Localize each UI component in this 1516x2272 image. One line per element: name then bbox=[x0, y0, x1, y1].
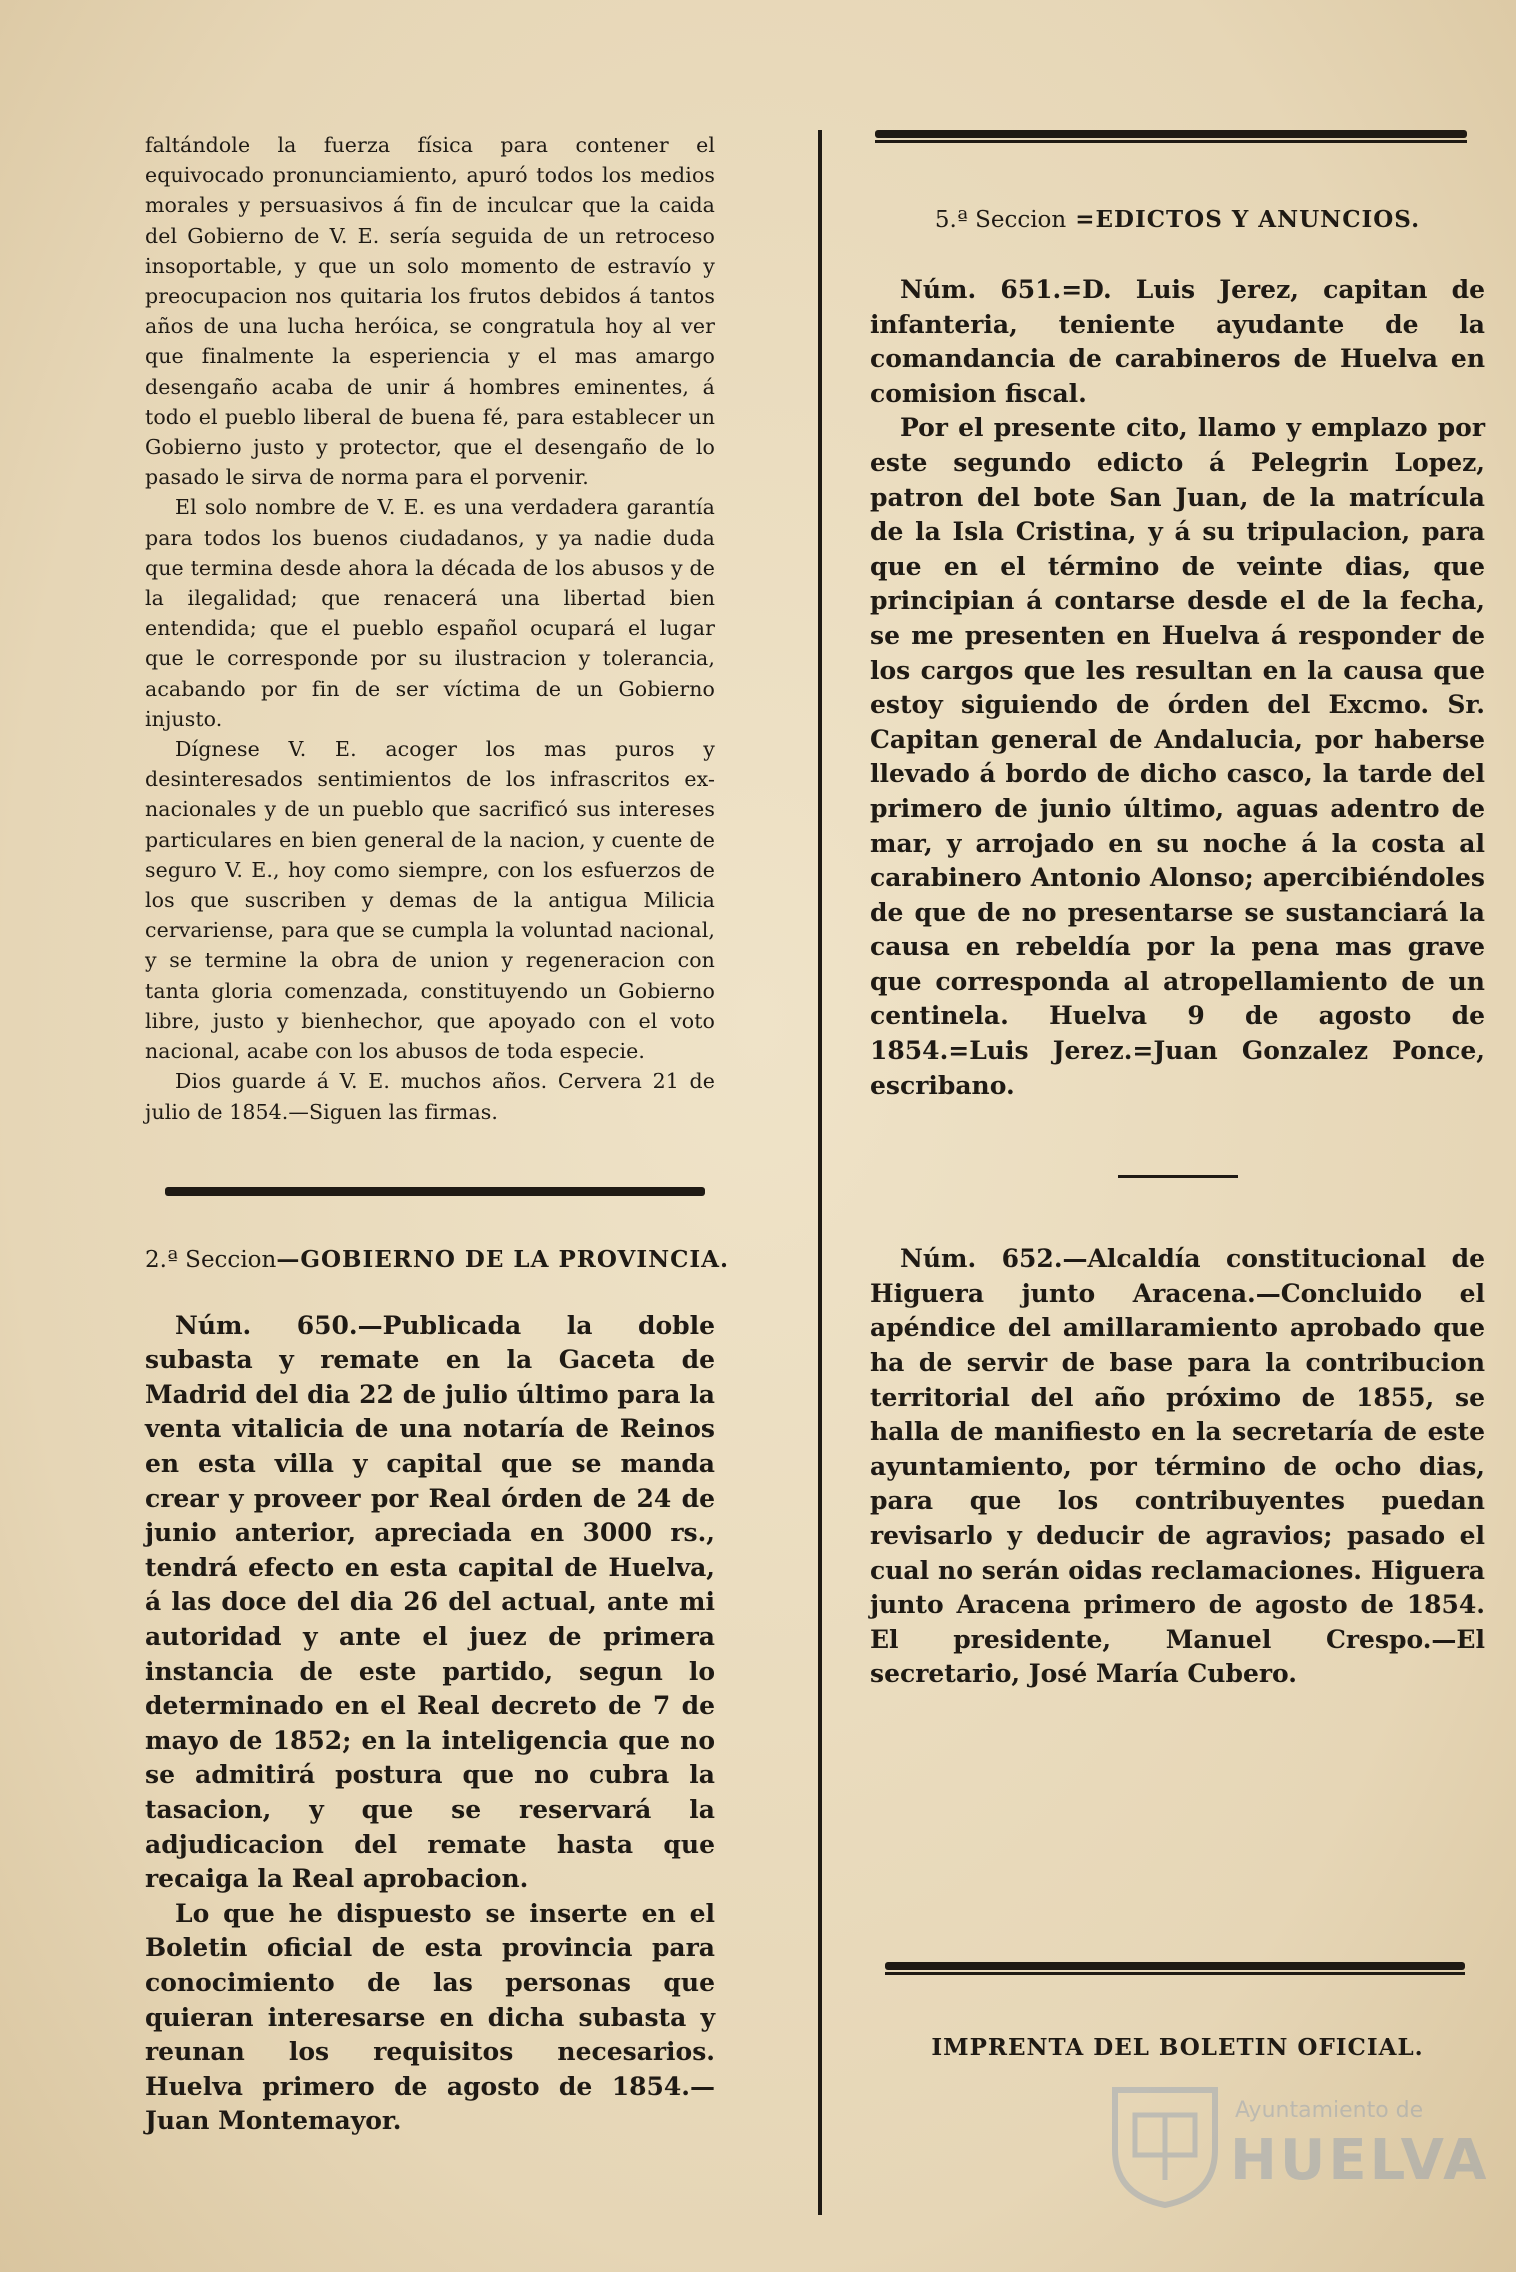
continuation-text bbox=[145, 130, 715, 1127]
paragraph: Núm. 650.—Publicada la doble subasta y remate en la Gaceta de Madrid del dia 22 de julio último para la venta vitalicia de una notaría de Reinos en esta villa y capital que se manda crear y proveer por Real órden de 24 de junio anterior, apreciada en 3000 rs., tendrá efecto en esta capital de Huelva, á las doce del dia 26 del actual, ante mi autoridad y ante el juez de primera instancia de este partido, segun lo determinado en el Real decreto de 7 de mayo de 1852; en la inteligencia que no se admitirá postura que no cubra la tasacion, y que se reservará la adjudicacion del remate hasta que recaiga la Real aprobacion. bbox=[145, 1310, 715, 1894]
section-title: =EDICTOS Y ANUNCIOS. bbox=[1075, 206, 1421, 233]
short-divider bbox=[1118, 1175, 1238, 1178]
paragraph: faltándole la fuerza física para contener el equivocado pronunciamiento, apuró todos los medios morales y persuasivos á fin de inculcar que la caida del Gobierno de V. E. sería seguida de un retroceso insoportable, y que un solo momento de estravío y preocupacion nos quitaria los frutos debidos á tantos años de una lucha heróica, se congratula hoy al ver que finalmente la esperiencia y el mas amargo desengaño acaba de unir á hombres eminentes, á todo el pueblo liberal de buena fé, para establecer un Gobierno justo y protector, que el desengaño de lo pasado le sirva de norma para el porvenir. bbox=[145, 133, 715, 490]
printer-footer: IMPRENTA DEL BOLETIN OFICIAL. bbox=[931, 2033, 1424, 2061]
section-heading-2 bbox=[145, 1245, 730, 1273]
notice-650 bbox=[145, 1309, 715, 2139]
crest-icon bbox=[1105, 2080, 1225, 2210]
top-double-rule bbox=[875, 130, 1467, 144]
section-number: 5.ª Seccion bbox=[934, 207, 1067, 233]
paragraph: Por el presente cito, llamo y emplazo por este segundo edicto á Pelegrin Lopez, patron del bote San Juan, de la matrícula de la Isla Cristina, y á su tripulacion, para que en el término de veinte dias, que principian á contarse desde el de la fecha, se me presenten en Huelva á responder de los cargos que les resultan en la causa que estoy siguiendo de órden del Excmo. Sr. Capitan general de Andalucia, por haberse llevado á bordo de dicho casco, la tarde del primero de junio último, aguas adentro de mar, y arrojado en su noche á la costa al carabinero Antonio Alonso; apercibiéndoles de que de no presentarse se sustanciará la causa en rebeldía por la pena mas grave que corresponda al atropellamiento de un centinela. Huelva 9 de agosto de 1854.=Luis Jerez.=Juan Gonzalez Ponce, escribano. bbox=[870, 413, 1485, 1100]
paragraph: Núm. 651.=D. Luis Jerez, capitan de infanteria, teniente ayudante de la comandancia de carabineros de Huelva en comision fiscal. bbox=[870, 275, 1485, 408]
section-title: —GOBIERNO DE LA PROVINCIA. bbox=[276, 1245, 730, 1273]
notice-651 bbox=[870, 273, 1485, 1103]
section-heading-5 bbox=[870, 206, 1485, 233]
section-number: 2.ª Seccion bbox=[145, 1246, 277, 1273]
section-divider bbox=[165, 1187, 705, 1196]
watermark bbox=[1105, 2070, 1490, 2220]
watermark-small-text: Ayuntamiento de bbox=[1235, 2098, 1424, 2123]
watermark-big-text: HUELVA bbox=[1230, 2128, 1490, 2193]
paragraph: Dios guarde á V. E. muchos años. Cervera 21 de julio de 1854.—Siguen las firmas. bbox=[145, 1069, 715, 1124]
paragraph: Núm. 652.—Alcaldía constitucional de Higuera junto Aracena.—Concluido el apéndice del amillaramiento aprobado que ha de servir de base para la contribucion territorial del año próximo de 1855, se halla de manifiesto en la secretaría de este ayuntamiento, por término de ocho dias, para que los contribuyentes puedan revisarlo y deducir de agravios; pasado el cual no serán oidas reclamaciones. Higuera junto Aracena primero de agosto de 1854. El presidente, Manuel Crespo.—El secretario, José María Cubero. bbox=[870, 1244, 1485, 1689]
paragraph: Lo que he dispuesto se inserte en el Boletin oficial de esta provincia para conocimiento de las personas que quieran interesarse en dicha subasta y reunan los requisitos necesarios. Huelva primero de agosto de 1854.—Juan Montemayor. bbox=[145, 1898, 715, 2136]
column-divider bbox=[818, 130, 822, 2215]
right-column bbox=[870, 130, 1485, 2061]
bottom-double-rule bbox=[885, 1962, 1465, 1976]
left-column bbox=[145, 130, 730, 2139]
paragraph: Dígnese V. E. acoger los mas puros y desinteresados sentimientos de los infrascritos ex-nacionales y de un pueblo que sacrificó sus intereses particulares en bien general de la nacion, y cuente de seguro V. E., hoy como siempre, con los esfuerzos de los que suscriben y demas de la antigua Milicia cervariense, para que se cumpla la voluntad nacional, y se termine la obra de union y regeneracion con tanta gloria comenzada, constituyendo un Gobierno libre, justo y bienhechor, que apoyado con el voto nacional, acabe con los abusos de toda especie. bbox=[145, 737, 715, 1064]
paragraph: El solo nombre de V. E. es una verdadera garantía para todos los buenos ciudadanos, y ya nadie duda que termina desde ahora la década de los abusos y de la ilegalidad; que renacerá una libertad bien entendida; que el pueblo español ocupará el lugar que le corresponde por su ilustracion y tolerancia, acabando por fin de ser víctima de un Gobierno injusto. bbox=[145, 495, 715, 731]
notice-652 bbox=[870, 1242, 1485, 1692]
